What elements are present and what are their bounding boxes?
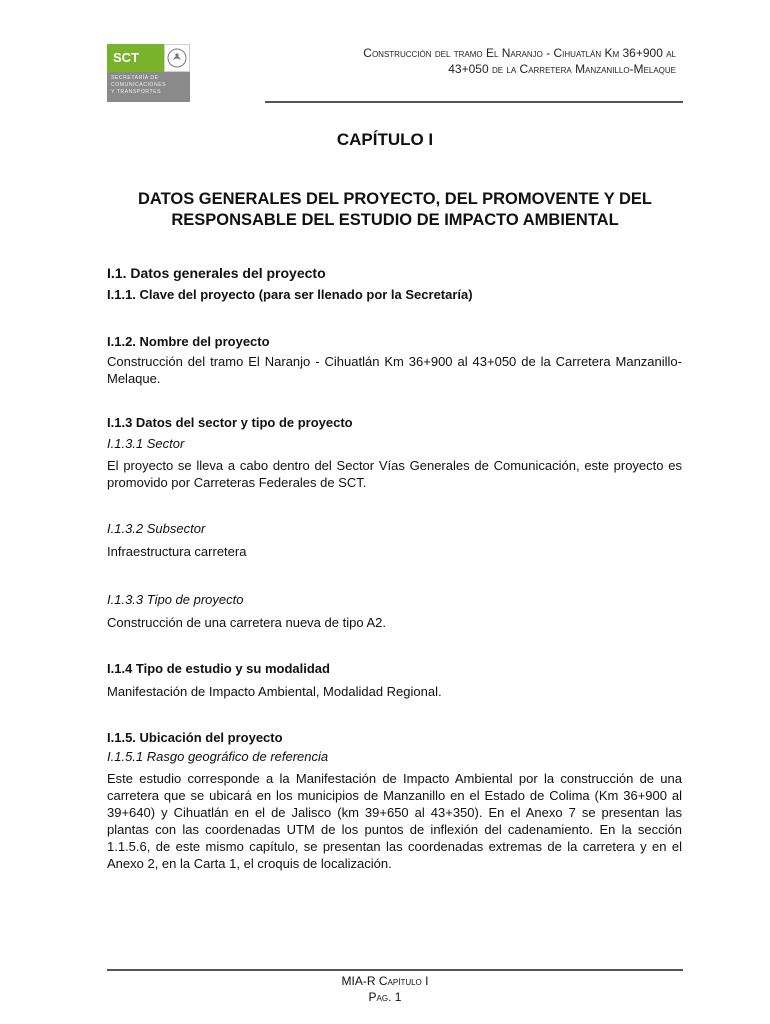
logo-subtitle — [111, 75, 189, 96]
section-heading: I.1.2. Nombre del proyecto — [107, 334, 270, 349]
section-heading: I.1.3 Datos del sector y tipo de proyecto — [107, 415, 353, 430]
logo-subtitle-line: COMUNICACIONES — [111, 82, 167, 88]
eagle-seal-icon — [164, 44, 190, 72]
chapter-heading: CAPÍTULO I — [336, 130, 434, 149]
logo-brand: SCT — [107, 44, 164, 72]
header-divider — [265, 101, 683, 103]
subsection-heading: I.1.5.1 Rasgo geográfico de referencia — [107, 749, 329, 764]
paragraph: Este estudio corresponde a la Manifestación de Impacto Ambiental por la construcción de una carretera que se ubicará en los municipios de Manzanillo en el Estado de Colima (Km 36+900 al 39+640) y Cihuatlán en el de Jalisco (km 39+650 al 43+350). En el Anexo 7 se presentan las plantas con las coordenadas UTM de los puntos de inflexión del cadenamiento. En la sección 1.1.5.6, de este mismo capítulo, se presentan las coordenadas extremas de la carretera y en el Anexo 2, en la Carta 1, el croquis de localización. — [107, 771, 682, 871]
running-header-line: Construcción del tramo El Naranjo - Cihuatlán Km 36+900 al — [363, 46, 676, 60]
document-title: DATOS GENERALES DEL PROYECTO, DEL PROMOVENTE Y DEL RESPONSABLE DEL ESTUDIO DE IMPACTO AMBIENTAL — [137, 190, 653, 229]
running-header-line: 43+050 de la Carretera Manzanillo-Melaque — [448, 62, 676, 76]
footer-doc-label: MIA-R Capítulo I — [341, 974, 429, 988]
subsection-heading: I.1.3.1 Sector — [107, 436, 185, 451]
paragraph: Construcción de una carretera nueva de tipo A2. — [107, 615, 386, 630]
page-footer — [0, 973, 770, 1005]
section-heading: I.1.1. Clave del proyecto (para ser llenado por la Secretaría) — [107, 287, 473, 302]
paragraph: Manifestación de Impacto Ambiental, Modalidad Regional. — [107, 684, 442, 699]
paragraph: El proyecto se lleva a cabo dentro del Sector Vías Generales de Comunicación, este proyecto es promovido por Carreteras Federales de SCT. — [107, 458, 682, 490]
subsection-heading: I.1.3.3 Tipo de proyecto — [107, 592, 244, 607]
running-header — [246, 45, 676, 77]
logo-subtitle-line: Y TRANSPORTES — [111, 89, 162, 95]
footer-divider — [107, 969, 683, 971]
paragraph: Infraestructura carretera — [107, 544, 247, 559]
sct-logo — [107, 44, 190, 102]
page-number: Pag. 1 — [368, 990, 402, 1004]
logo-subtitle-line: SECRETARÍA DE — [111, 75, 159, 81]
section-heading: I.1.4 Tipo de estudio y su modalidad — [107, 661, 330, 676]
subsection-heading: I.1.3.2 Subsector — [107, 521, 206, 536]
section-heading: I.1. Datos generales del proyecto — [107, 265, 326, 281]
paragraph: Construcción del tramo El Naranjo - Cihuatlán Km 36+900 al 43+050 de la Carretera Manzanillo-Melaque. — [107, 354, 682, 386]
document-body — [107, 265, 682, 872]
section-heading: I.1.5. Ubicación del proyecto — [107, 730, 283, 745]
